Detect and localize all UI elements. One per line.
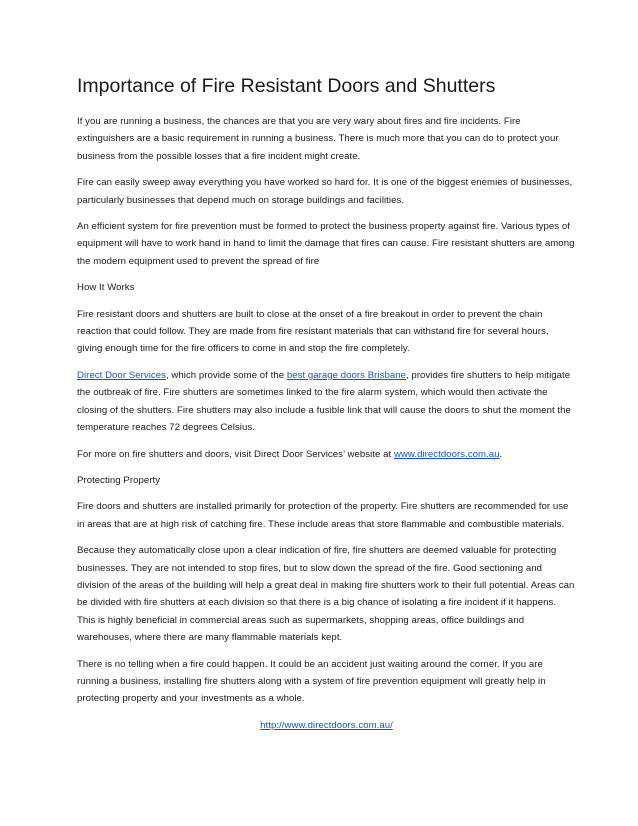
section-heading-protecting-property: Protecting Property (77, 474, 161, 486)
paragraph-automatic-close: Because they automatically close upon a clear indication of fire, fire shutters are deemed valuable for protecting businesses. They are not intended to stop fires, but to slow down the spread of the fire. Good sectioning and division of the areas of the building will help a great deal in making fire shutters work to their full potential. Areas can be divided with fire shutters at each division so that there is a big chance of isolating a fire incident if it happens. This is highly beneficial in commercial areas such as supermarkets, shopping areas, office buildings and warehouses, where there are many flammable materials kept. (77, 545, 575, 644)
paragraph-text: . (499, 448, 503, 460)
paragraph-website (77, 446, 576, 463)
paragraph-text: , which provide some of the (165, 369, 287, 381)
paragraph-intro: If you are running a business, the chances are that you are very wary about fires and fire incidents. Fire extinguishers are a basic requirement in running a business. There is much more that you can do to protect your business from the possible losses that a fire incident might create. (77, 116, 559, 162)
paragraph-fire-sweep: Fire can easily sweep away everything you have worked so hard for. It is one of the biggest enemies of businesses, particularly businesses that depend much on storage buildings and facilities. (77, 177, 573, 206)
document-title: Importance of Fire Resistant Doors and Shutters (77, 75, 496, 97)
paragraph-conclusion: There is no telling when a fire could happen. It could be an accident just waiting around the corner. If you are running a business, installing fire shutters along with a system of fire prevention equipment will greatly help in protecting property and your investments as a whole. (77, 658, 546, 705)
section-heading-how-it-works: How It Works (77, 282, 135, 294)
paragraph-protection: Fire doors and shutters are installed primarily for protection of the property. Fire shutters are recommended for use in areas that are at high risk of catching fire. These include areas that store flammable and combustible materials. (77, 501, 569, 530)
website-link[interactable]: www.directdoors.com.au (393, 448, 500, 460)
paragraph-how-it-works: Fire resistant doors and shutters are built to close at the onset of a fire breakout in order to prevent the chain reaction that could follow. They are made from fire resistant materials that can withstand fire for several hours, giving enough time for the fire officers to come in and stop the fire completely. (77, 308, 549, 355)
paragraph-text: , provides fire shutters to help mitigate the outbreak of fire. Fire shutters are sometimes linked to the fire alarm system, which would then activate the closing of the shutters. Fire shutters may also include a fusible link that will cause the doors to shut the moment the temperature reaches 72 degrees Celsius. (77, 369, 571, 434)
paragraph-direct-door-services (77, 367, 576, 437)
best-garage-doors-link[interactable]: best garage doors Brisbane (286, 369, 406, 381)
paragraph-prevention-system: An efficient system for fire prevention must be formed to protect the business property against fire. Various types of equipment will have to work hand in hand to limit the damage that fires can cause. Fire resistant shutters are among the modern equipment used to prevent the spread of fire (77, 221, 575, 267)
footer-link-line (77, 717, 576, 734)
paragraph-text: For more on fire shutters and doors, visit Direct Door Services’ website at (77, 448, 394, 460)
footer-url-link[interactable]: http://www.directdoors.com.au/ (260, 719, 393, 731)
direct-door-services-link[interactable]: Direct Door Services (77, 369, 166, 381)
